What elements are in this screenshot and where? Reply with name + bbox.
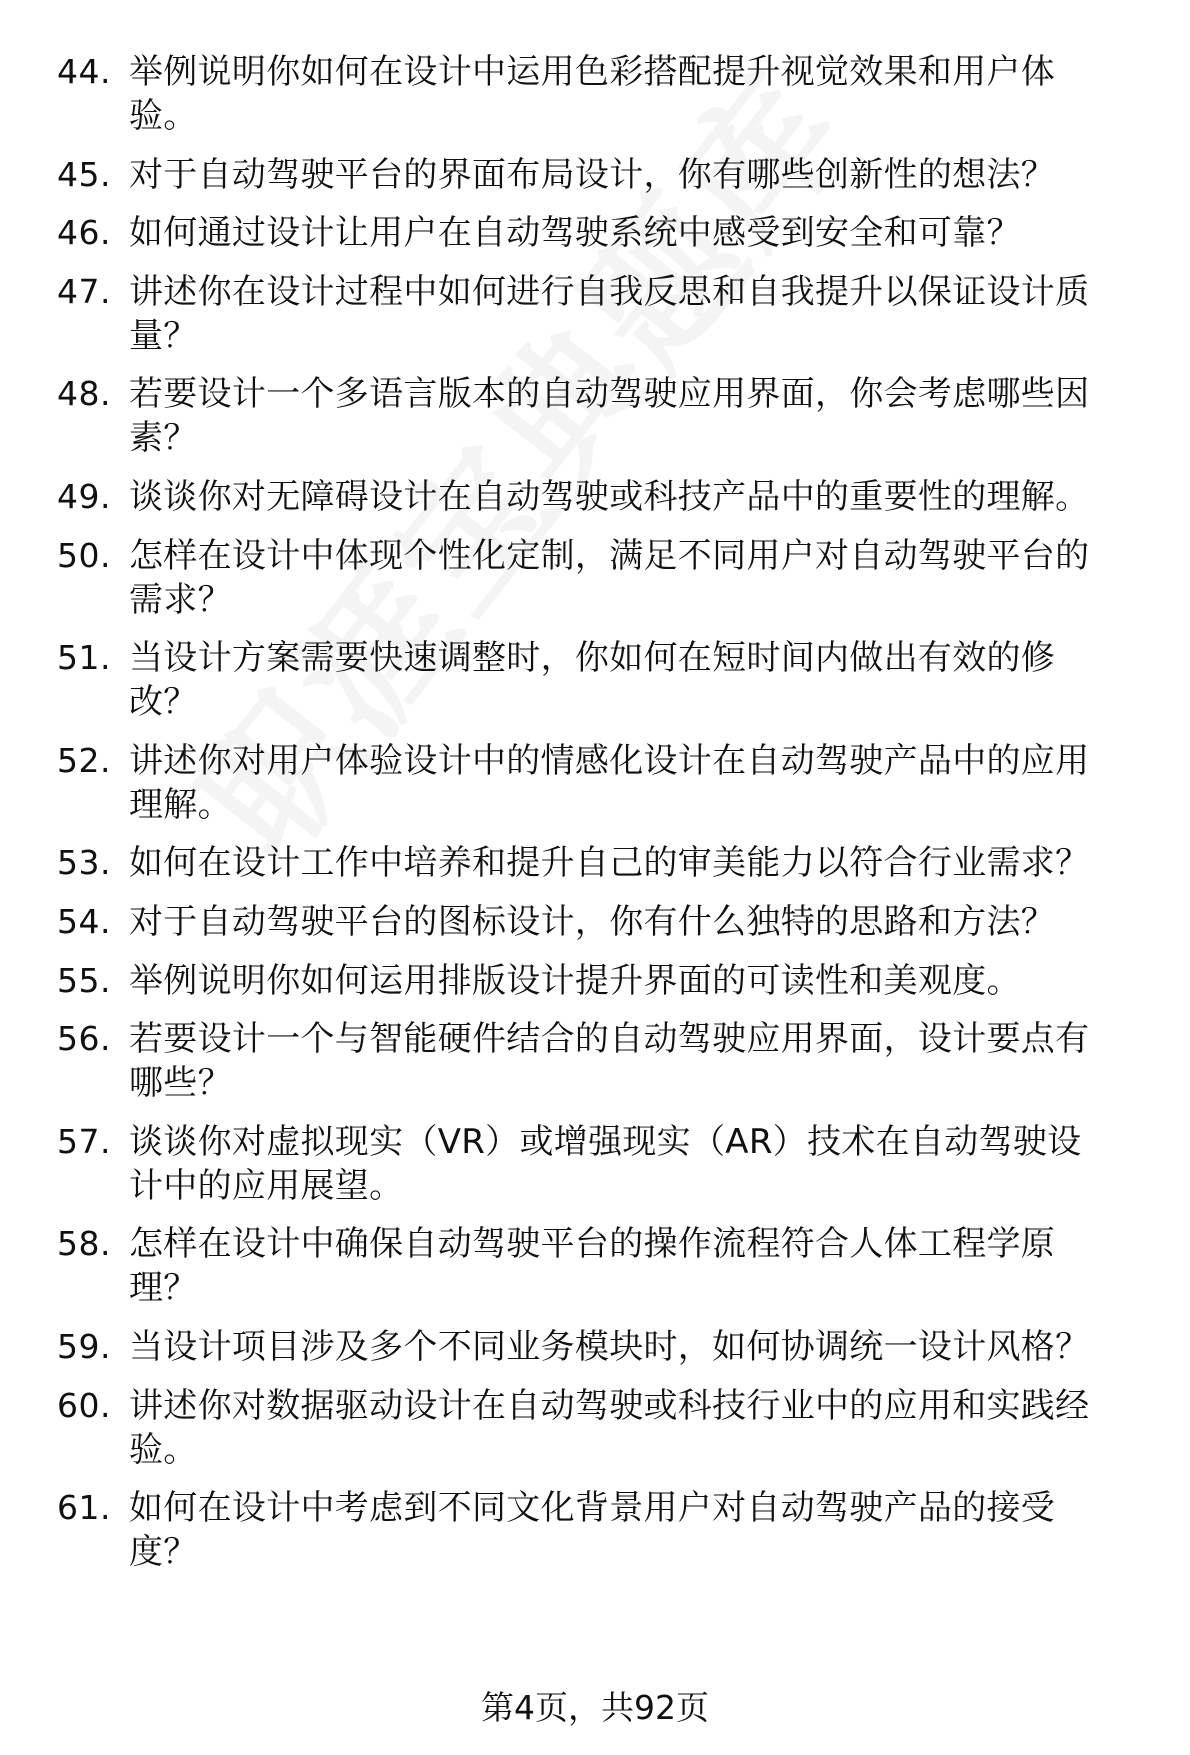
question-text-line: 量？ — [129, 315, 198, 356]
page-number: 第4页，共92页 — [481, 1688, 709, 1727]
question-number: 52. — [57, 740, 111, 780]
question-text-line: 需求？ — [129, 579, 232, 620]
question-text — [129, 1120, 1149, 1208]
question-text — [129, 959, 1149, 1003]
question-text — [129, 900, 1149, 944]
question-text-line: 举例说明你如何在设计中运用色彩搭配提升视觉效果和用户体 — [129, 52, 1056, 92]
question-number: 47. — [57, 271, 111, 311]
question-text-line: 当设计项目涉及多个不同业务模块时，如何协调统一设计风格？ — [129, 1327, 1090, 1367]
question-text — [129, 1486, 1149, 1574]
question-text-line: 讲述你对用户体验设计中的情感化设计在自动驾驶产品中的应用 — [129, 740, 1090, 781]
question-text — [129, 1222, 1149, 1310]
question-text-line: 如何通过设计让用户在自动驾驶系统中感受到安全和可靠？ — [129, 213, 1021, 254]
question-text-line: 如何在设计中考虑到不同文化背景用户对自动驾驶产品的接受 — [129, 1488, 1056, 1529]
question-text — [129, 1384, 1149, 1472]
question-number: 44. — [57, 52, 111, 91]
question-number: 60. — [57, 1385, 111, 1425]
question-text-line: 怎样在设计中确保自动驾驶平台的操作流程符合人体工程学原 — [129, 1224, 1056, 1265]
question-text-line: 度？ — [129, 1532, 198, 1573]
question-number: 56. — [57, 1019, 111, 1059]
question-text-line: 验。 — [129, 96, 198, 136]
question-number: 50. — [57, 535, 111, 575]
question-text-line: 对于自动驾驶平台的图标设计，你有什么独特的思路和方法？ — [129, 902, 1056, 942]
question-text-line: 计中的应用展望。 — [129, 1165, 404, 1206]
question-text-line: 若要设计一个与智能硬件结合的自动驾驶应用界面，设计要点有 — [129, 1019, 1090, 1060]
question-text-line: 当设计方案需要快速调整时，你如何在短时间内做出有效的修 — [129, 638, 1056, 679]
question-text — [129, 270, 1149, 358]
question-text — [129, 1325, 1149, 1369]
question-text — [129, 211, 1149, 255]
question-text-line: 谈谈你对无障碍设计在自动驾驶或科技产品中的重要性的理解。 — [129, 477, 1090, 517]
question-text-line: 哪些？ — [129, 1063, 232, 1104]
question-text — [129, 636, 1149, 724]
question-text — [129, 841, 1149, 885]
question-text-line: 验。 — [129, 1429, 198, 1470]
question-number: 46. — [57, 213, 111, 253]
question-number: 59. — [57, 1327, 111, 1366]
question-number: 61. — [57, 1488, 111, 1528]
question-text-line: 若要设计一个多语言版本的自动驾驶应用界面，你会考虑哪些因 — [129, 374, 1090, 415]
question-number: 48. — [57, 374, 111, 414]
question-text-line: 讲述你对数据驱动设计在自动驾驶或科技行业中的应用和实践经 — [129, 1385, 1090, 1426]
question-text-line: 如何在设计工作中培养和提升自己的审美能力以符合行业需求？ — [129, 843, 1090, 884]
question-text-line: 改？ — [129, 682, 198, 723]
question-text — [129, 372, 1149, 460]
question-text — [129, 534, 1149, 622]
question-number: 55. — [57, 960, 111, 1000]
question-number: 58. — [57, 1224, 111, 1264]
question-text — [129, 50, 1149, 138]
question-text-line: 讲述你在设计过程中如何进行自我反思和自我提升以保证设计质 — [129, 271, 1090, 312]
question-text — [129, 475, 1149, 519]
question-text-line: 对于自动驾驶平台的界面布局设计，你有哪些创新性的想法？ — [129, 154, 1056, 195]
question-number: 53. — [57, 843, 111, 883]
question-text-line: 怎样在设计中体现个性化定制，满足不同用户对自动驾驶平台的 — [129, 535, 1090, 576]
question-number: 51. — [57, 638, 111, 678]
question-text-line: 谈谈你对虚拟现实（VR）或增强现实（AR）技术在自动驾驶设 — [129, 1121, 1082, 1162]
question-text — [129, 153, 1149, 197]
question-text-line: 理解。 — [129, 784, 232, 825]
question-number: 54. — [57, 902, 111, 941]
question-text — [129, 1017, 1149, 1105]
question-text-line: 素？ — [129, 418, 198, 459]
question-number: 49. — [57, 477, 111, 516]
question-number: 57. — [57, 1121, 111, 1161]
question-number: 45. — [57, 154, 111, 194]
question-text-line: 举例说明你如何运用排版设计提升界面的可读性和美观度。 — [129, 960, 1021, 1001]
question-text-line: 理？ — [129, 1268, 198, 1309]
question-text — [129, 739, 1149, 827]
